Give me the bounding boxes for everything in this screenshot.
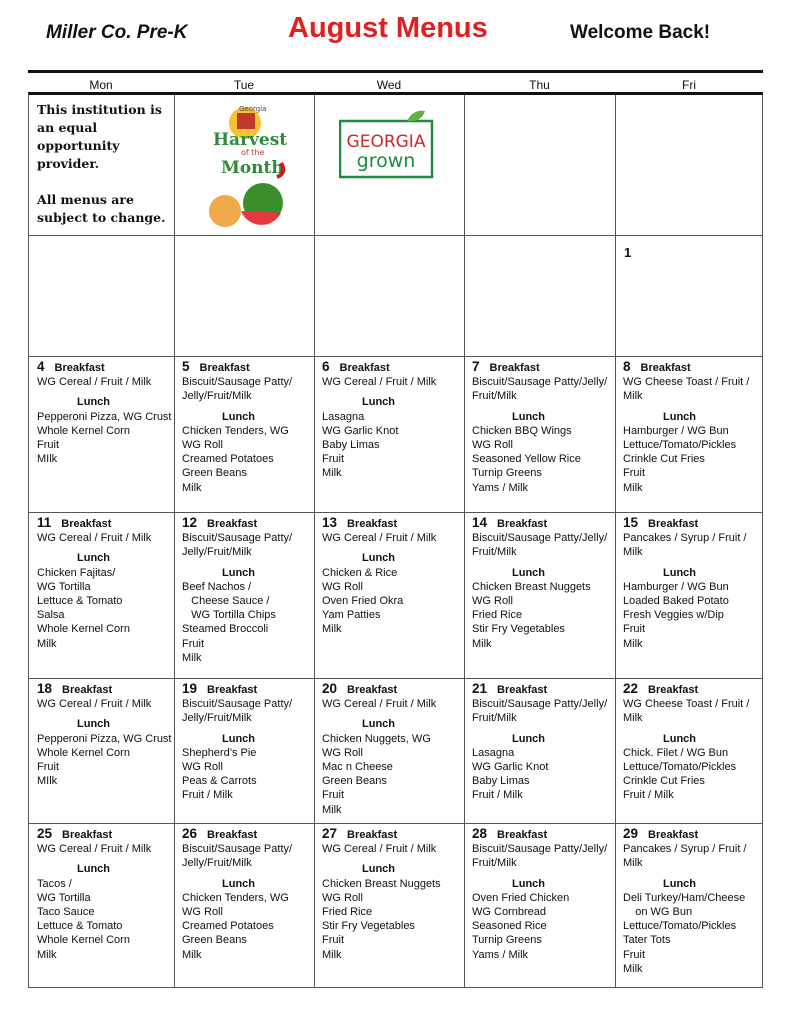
georgia-grown-logo (339, 109, 435, 179)
lunch-item: Mac n Cheese (322, 761, 393, 774)
lunch-item: Lettuce/Tomato/Pickles (623, 920, 737, 933)
lunch-item: Deli Turkey/Ham/Cheese (623, 891, 746, 904)
lunch-item: Turnip Greens (472, 934, 542, 947)
lunch-label: Lunch (512, 566, 545, 579)
lunch-item: Creamed Potatoes (182, 453, 274, 466)
menu-day-cell (472, 682, 607, 803)
breakfast-item: WG Cereal / Fruit / Milk (37, 698, 152, 711)
day-number: 12 (182, 515, 198, 530)
breakfast-item: Jelly/Fruit/Milk (182, 857, 252, 870)
lunch-item: Chicken & Rice (322, 566, 398, 579)
lunch-label: Lunch (222, 732, 255, 745)
lunch-item: Milk (37, 637, 57, 650)
lunch-item: Stir Fry Vegetables (472, 623, 565, 636)
lunch-item: Whole Kernel Corn (37, 746, 130, 759)
breakfast-item: Milk (623, 390, 643, 403)
day-number: 25 (37, 826, 53, 841)
lunch-item: Fruit / Milk (182, 789, 233, 802)
lunch-label: Lunch (663, 877, 696, 890)
lunch-item: Chicken Tenders, WG (182, 891, 289, 904)
lunch-item: Seasoned Rice (472, 920, 547, 933)
lunch-item: WG Garlic Knot (322, 424, 399, 437)
harvest-logo-georgia: Georgia (239, 105, 267, 113)
lunch-item: WG Roll (322, 746, 363, 759)
grid-col-line (174, 95, 175, 987)
lunch-label: Lunch (362, 863, 395, 876)
breakfast-label: Breakfast (207, 518, 258, 530)
breakfast-label: Breakfast (497, 684, 548, 696)
lunch-item: Lettuce & Tomato (37, 595, 123, 608)
lunch-item: Beef Nachos / (182, 580, 252, 593)
menu-calendar-grid (28, 92, 763, 988)
lunch-item: Milk (182, 651, 202, 664)
grid-col-line (464, 95, 465, 987)
day-number-1: 1 (624, 245, 632, 260)
lunch-item: WG Roll (182, 906, 223, 919)
lunch-item: WG Tortilla Chips (182, 609, 276, 622)
leaf-icon (407, 111, 425, 122)
menu-day-cell (322, 682, 436, 817)
breakfast-label: Breakfast (61, 518, 112, 530)
lunch-item: Taco Sauce (37, 906, 95, 919)
georgia-grown-word2: grown (356, 150, 416, 172)
lunch-item: Fruit (623, 948, 645, 961)
lunch-item: Whole Kernel Corn (37, 623, 130, 636)
lunch-item: Milk (623, 481, 643, 494)
lunch-item: Cheese Sauce / (182, 595, 270, 608)
menu-day-cell (37, 516, 151, 651)
lunch-item: Milk (623, 962, 643, 975)
lunch-item: MIlk (37, 453, 58, 466)
lunch-item: Lasagna (472, 746, 515, 759)
day-number: 21 (472, 681, 488, 696)
lunch-label: Lunch (77, 718, 110, 731)
lunch-item: WG Tortilla (37, 580, 91, 593)
menu-day-cell (623, 827, 747, 976)
breakfast-item: Fruit/Milk (472, 390, 517, 403)
breakfast-item: Biscuit/Sausage Patty/Jelly/ (472, 698, 608, 711)
breakfast-item: WG Cereal / Fruit / Milk (322, 376, 437, 389)
breakfast-label: Breakfast (648, 518, 699, 530)
day-number: 13 (322, 515, 338, 530)
lunch-item: Peas & Carrots (182, 775, 257, 788)
lunch-item: Fruit (623, 467, 645, 480)
day-number: 6 (322, 359, 330, 374)
breakfast-label: Breakfast (648, 684, 699, 696)
lunch-item: Tacos / (37, 877, 72, 890)
day-number: 8 (623, 359, 631, 374)
equal-opportunity-statement: This institution is an equal opportunity provider. (37, 102, 162, 171)
day-number: 20 (322, 681, 338, 696)
lunch-item: Fruit (37, 761, 59, 774)
lunch-item: WG Tortilla (37, 891, 91, 904)
lunch-item: Milk (322, 623, 342, 636)
lunch-item: Oven Fried Okra (322, 595, 404, 608)
menu-day-cell (472, 827, 607, 962)
breakfast-item: WG Cereal / Fruit / Milk (322, 698, 437, 711)
lunch-label: Lunch (77, 863, 110, 876)
lunch-item: Fresh Veggies w/Dip (623, 609, 724, 622)
lunch-item: Fruit (623, 623, 645, 636)
barn-icon (237, 113, 255, 129)
breakfast-item: Biscuit/Sausage Patty/Jelly/ (472, 843, 608, 856)
day-header-thu: Thu (529, 78, 550, 92)
lunch-item: Pepperoni Pizza, WG Crust (37, 732, 172, 745)
menu-day-cell (182, 516, 292, 665)
lunch-item: Fruit (182, 637, 204, 650)
lunch-item: on WG Bun (623, 906, 693, 919)
breakfast-item: WG Cereal / Fruit / Milk (322, 843, 437, 856)
lunch-item: Hamburger / WG Bun (623, 580, 729, 593)
lunch-item: Milk (623, 637, 643, 650)
breakfast-item: Jelly/Fruit/Milk (182, 390, 252, 403)
breakfast-label: Breakfast (347, 684, 398, 696)
day-header-tue: Tue (233, 78, 255, 92)
lunch-item: WG Roll (182, 761, 223, 774)
lunch-item: Green Beans (182, 934, 247, 947)
lunch-item: Yams / Milk (472, 948, 529, 961)
breakfast-item: Fruit/Milk (472, 857, 517, 870)
breakfast-item: Jelly/Fruit/Milk (182, 546, 252, 559)
lunch-label: Lunch (512, 877, 545, 890)
lunch-item: Milk (322, 803, 342, 816)
breakfast-item: Pancakes / Syrup / Fruit / (623, 532, 747, 545)
breakfast-label: Breakfast (207, 684, 258, 696)
lunch-item: Stir Fry Vegetables (322, 920, 415, 933)
lunch-item: Turnip Greens (472, 467, 542, 480)
lunch-label: Lunch (663, 732, 696, 745)
lunch-item: Steamed Broccoli (182, 623, 269, 636)
breakfast-item: Biscuit/Sausage Patty/ (182, 532, 293, 545)
lunch-label: Lunch (77, 396, 110, 409)
breakfast-label: Breakfast (489, 362, 540, 374)
school-name: Miller Co. Pre-K (46, 22, 188, 43)
lunch-label: Lunch (512, 410, 545, 423)
lunch-item: Lettuce/Tomato/Pickles (623, 761, 737, 774)
lunch-item: Tater Tots (623, 934, 671, 947)
lunch-item: Milk (37, 948, 57, 961)
menu-day-cell (322, 827, 441, 962)
breakfast-item: Milk (623, 546, 643, 559)
lunch-item: Milk (182, 948, 202, 961)
lunch-item: Milk (472, 637, 492, 650)
lunch-item: WG Roll (322, 891, 363, 904)
breakfast-label: Breakfast (497, 829, 548, 841)
lunch-item: Milk (322, 467, 342, 480)
breakfast-item: Biscuit/Sausage Patty/ (182, 843, 293, 856)
menu-day-cell (37, 360, 172, 466)
lunch-item: Green Beans (322, 775, 387, 788)
breakfast-label: Breakfast (347, 518, 398, 530)
lunch-label: Lunch (77, 552, 110, 565)
breakfast-item: Fruit/Milk (472, 712, 517, 725)
lunch-item: Seasoned Yellow Rice (472, 453, 581, 466)
lunch-item: Pepperoni Pizza, WG Crust (37, 410, 172, 423)
menu-day-cell (322, 360, 436, 481)
breakfast-item: WG Cereal / Fruit / Milk (37, 532, 152, 545)
day-header-wed: Wed (376, 78, 402, 92)
lunch-item: Shepherd’s Pie (182, 746, 257, 759)
breakfast-item: Biscuit/Sausage Patty/Jelly/ (472, 376, 608, 389)
breakfast-item: WG Cereal / Fruit / Milk (37, 843, 152, 856)
breakfast-item: Fruit/Milk (472, 546, 517, 559)
lunch-item: Whole Kernel Corn (37, 424, 130, 437)
breakfast-label: Breakfast (347, 829, 398, 841)
breakfast-item: Biscuit/Sausage Patty/ (182, 698, 293, 711)
breakfast-item: WG Cheese Toast / Fruit / (623, 698, 750, 711)
welcome-text: Welcome Back! (570, 22, 711, 43)
day-number: 5 (182, 359, 190, 374)
grid-col-line (314, 95, 315, 987)
menu-day-cell (472, 360, 607, 495)
breakfast-label: Breakfast (62, 829, 113, 841)
lunch-item: Fruit (322, 453, 344, 466)
harvest-logo-word: Harvest (213, 130, 288, 150)
lunch-item: Chick. Filet / WG Bun (623, 746, 729, 759)
day-number: 14 (472, 515, 488, 530)
day-number: 18 (37, 681, 53, 696)
breakfast-item: Biscuit/Sausage Patty/Jelly/ (472, 532, 608, 545)
lunch-item: Hamburger / WG Bun (623, 424, 729, 437)
harvest-logo-month: Month (221, 158, 284, 178)
menu-day-cell (623, 682, 749, 803)
lunch-item: Fruit / Milk (472, 789, 523, 802)
lunch-label: Lunch (362, 396, 395, 409)
page-title: August Menus (288, 12, 488, 44)
lunch-item: WG Roll (472, 595, 513, 608)
menu-day-cell (182, 682, 292, 803)
lunch-item: Salsa (37, 609, 65, 622)
lunch-item: Fried Rice (322, 906, 373, 919)
menu-day-cell (623, 516, 747, 651)
day-number: 19 (182, 681, 198, 696)
lunch-item: Loaded Baked Potato (623, 595, 729, 608)
menu-day-cell (182, 827, 292, 962)
breakfast-label: Breakfast (497, 518, 548, 530)
lunch-label: Lunch (222, 410, 255, 423)
lunch-item: Chicken Breast Nuggets (322, 877, 441, 890)
menu-day-cell (182, 360, 292, 495)
day-number: 15 (623, 515, 639, 530)
day-number: 27 (322, 826, 338, 841)
grid-row-line (29, 678, 762, 679)
header-rule (28, 70, 763, 73)
lunch-item: Baby Limas (322, 439, 380, 452)
menu-day-cell (472, 516, 607, 651)
lunch-item: Lettuce & Tomato (37, 920, 123, 933)
breakfast-label: Breakfast (199, 362, 250, 374)
harvest-logo-ofthe: of the (241, 148, 265, 157)
breakfast-item: WG Cereal / Fruit / Milk (322, 532, 437, 545)
menu-day-cell (37, 682, 172, 788)
lunch-label: Lunch (222, 877, 255, 890)
breakfast-label: Breakfast (54, 362, 105, 374)
lunch-item: Oven Fried Chicken (472, 891, 570, 904)
lunch-item: Baby Limas (472, 775, 530, 788)
lunch-item: WG Garlic Knot (472, 761, 549, 774)
day-header-fri: Fri (682, 78, 696, 92)
lunch-item: WG Cornbread (472, 906, 546, 919)
grid-col-line (615, 95, 616, 987)
cantaloupe-icon (209, 195, 241, 227)
breakfast-item: Jelly/Fruit/Milk (182, 712, 252, 725)
lunch-item: Yams / Milk (472, 481, 529, 494)
lunch-item: WG Roll (182, 439, 223, 452)
lunch-label: Lunch (512, 732, 545, 745)
lunch-label: Lunch (362, 718, 395, 731)
lunch-item: Yam Patties (322, 609, 381, 622)
lunch-label: Lunch (362, 552, 395, 565)
day-number: 4 (37, 359, 45, 374)
breakfast-item: WG Cheese Toast / Fruit / (623, 376, 750, 389)
lunch-item: Lasagna (322, 410, 365, 423)
lunch-item: Green Beans (182, 467, 247, 480)
lunch-item: Crinkle Cut Fries (623, 775, 705, 788)
harvest-of-the-month-logo (207, 101, 313, 231)
lunch-item: Fruit (37, 439, 59, 452)
lunch-item: Creamed Potatoes (182, 920, 274, 933)
notice-text (37, 101, 172, 245)
day-number: 28 (472, 826, 488, 841)
menu-day-cell (623, 360, 749, 495)
breakfast-label: Breakfast (62, 684, 113, 696)
grid-row-line (29, 356, 762, 357)
grid-row-line (29, 512, 762, 513)
lunch-item: Lettuce/Tomato/Pickles (623, 439, 737, 452)
breakfast-item: Milk (623, 712, 643, 725)
lunch-label: Lunch (663, 410, 696, 423)
day-number: 7 (472, 359, 480, 374)
breakfast-item: Milk (623, 857, 643, 870)
breakfast-label: Breakfast (339, 362, 390, 374)
lunch-item: Chicken Breast Nuggets (472, 580, 591, 593)
lunch-item: Fruit (322, 934, 344, 947)
lunch-item: Milk (182, 481, 202, 494)
lunch-item: Chicken BBQ Wings (472, 424, 572, 437)
breakfast-item: WG Cereal / Fruit / Milk (37, 376, 152, 389)
lunch-item: Milk (322, 948, 342, 961)
lunch-item: WG Roll (322, 580, 363, 593)
day-number: 11 (37, 515, 52, 530)
menu-day-cell (322, 516, 436, 637)
breakfast-item: Pancakes / Syrup / Fruit / (623, 843, 747, 856)
lunch-item: Fried Rice (472, 609, 523, 622)
breakfast-label: Breakfast (640, 362, 691, 374)
breakfast-label: Breakfast (207, 829, 258, 841)
lunch-label: Lunch (663, 566, 696, 579)
menu-day-cell (37, 827, 151, 962)
lunch-item: Chicken Fajitas/ (37, 566, 116, 579)
grid-row-line (29, 823, 762, 824)
lunch-item: WG Roll (472, 439, 513, 452)
lunch-item: Crinkle Cut Fries (623, 453, 705, 466)
georgia-grown-word1: GEORGIA (346, 132, 426, 152)
lunch-item: Chicken Nuggets, WG (322, 732, 431, 745)
lunch-item: Chicken Tenders, WG (182, 424, 289, 437)
lunch-item: Whole Kernel Corn (37, 934, 130, 947)
breakfast-item: Biscuit/Sausage Patty/ (182, 376, 293, 389)
day-number: 22 (623, 681, 639, 696)
lunch-item: MIlk (37, 775, 58, 788)
lunch-item: Fruit / Milk (623, 789, 674, 802)
day-number: 26 (182, 826, 198, 841)
watermelon-slice-icon (241, 211, 281, 225)
lunch-label: Lunch (222, 566, 255, 579)
day-number: 29 (623, 826, 639, 841)
day-header-mon: Mon (89, 78, 113, 92)
breakfast-label: Breakfast (648, 829, 699, 841)
lunch-item: Fruit (322, 789, 344, 802)
subject-to-change-statement: All menus are subject to change. (37, 192, 166, 225)
